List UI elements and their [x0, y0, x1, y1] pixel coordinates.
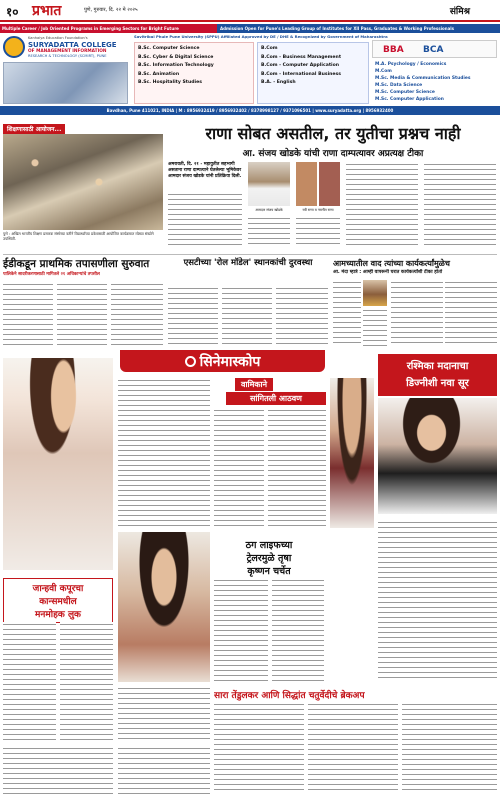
janhvi-text [3, 746, 113, 794]
course-item: B.Sc. Cyber & Digital Science [138, 54, 214, 60]
rashmika-title: रश्मिका मदानाचा [406, 361, 469, 372]
trisha-sub2: कृष्णन चर्चेत [247, 566, 291, 577]
cinema-banner-title: सिनेमास्कोप [199, 353, 261, 370]
trisha-text [214, 578, 268, 682]
rebels-text [445, 280, 497, 346]
st-text [276, 286, 328, 346]
lead-subhead: आ. संजय खोडके यांची राणा दाम्पत्यावर अप्रत्यक्ष टीका [242, 149, 424, 159]
college-logo [3, 36, 25, 58]
trisha-photo [118, 532, 210, 682]
lead-intro: अमरावती, दि. २१ - महायुतीत सहभागी असताना राणा दाम्पत्याने घेतलेल्या भूमिकेवर आमदार संजय खोडके यांनी प्रतिक्रिया दिली. [168, 162, 242, 179]
lead-text-col [346, 162, 418, 248]
trisha-title-box [214, 538, 324, 577]
course-list-b [257, 42, 369, 104]
st-text [222, 286, 272, 346]
course-item: B.Sc. Hospitality Studies [138, 80, 202, 85]
newspaper-logo: प्रभात [32, 3, 62, 19]
photo-caption: पुणे : अखिल भारतीय शिक्षण प्रसारक संस्थेच्या वतीने विद्यार्थ्यांच्या प्रवेशासाठी आयोजित कार्यक्रमात मोठ्या संख्येने उपस्थिती. [3, 232, 154, 241]
masthead [0, 0, 500, 22]
college-top: Kanhaiya Education Foundation's [28, 36, 88, 40]
course-item: B.A. - English [261, 80, 296, 85]
course-item: B.Sc. Computer Science [138, 46, 200, 51]
ad-strip [0, 24, 500, 33]
rebels-text [333, 280, 361, 346]
rashmika-text [378, 520, 497, 682]
bca-logo: BCA [423, 45, 444, 55]
trisha-text [272, 578, 324, 682]
siddhant-text [214, 702, 304, 794]
section-label: संमिश्र [449, 7, 470, 17]
siddhant-text [118, 746, 210, 794]
rebels-story [333, 258, 497, 348]
janhvi-title: जान्हवी कपूरचा [32, 584, 84, 594]
lead-story [168, 124, 498, 251]
ad-strip-left: Multiple Career / Job Oriented Programs in Emerging Sectors for Bright Future [0, 24, 217, 33]
rana-photo [296, 162, 340, 206]
course-item: M.Sc. Media & Communication Studies [375, 76, 471, 81]
edi-story [3, 258, 163, 348]
course-item: B.Com - International Business [261, 71, 341, 77]
siddhant-text [308, 702, 398, 794]
college-name: SURYADATTA COLLEGE [28, 41, 117, 49]
rebels-headline: आमच्यातील वाद त्यांच्या कार्यकर्त्यांमुळेच [333, 259, 450, 268]
course-item: B.Sc. Information Technology [138, 63, 214, 68]
ad-logos [372, 40, 497, 58]
divider [3, 254, 497, 255]
masthead-date: पुणे, गुरुवार, दि. २२ मे २०२५ [84, 7, 138, 13]
mhatre-photo [363, 280, 387, 306]
course-list-c [372, 60, 497, 104]
course-item: M.A. Psychology / Economics [375, 62, 447, 67]
ad-strip-right: Admission Open for Pune's Leading Group of Institutes for XII Pass, Graduates & Working Professionals [220, 26, 455, 31]
janhvi-text [3, 622, 56, 742]
edi-text [3, 282, 53, 346]
st-text [168, 286, 218, 346]
janhvi-text [60, 622, 113, 742]
cinema-section [0, 350, 500, 797]
rebels-text [391, 280, 443, 346]
wamika-label: वामिकाने [235, 378, 273, 391]
edi-text [57, 282, 107, 346]
janhvi-title-box [3, 578, 113, 623]
rashmika-title-box [378, 354, 497, 396]
siddhant-text [402, 702, 497, 794]
wamika-sub: सांगितली आठवण [226, 392, 326, 405]
wamika-text [214, 408, 264, 528]
course-item: B.Com - Computer Application [261, 63, 340, 68]
lead-text-col [296, 216, 340, 248]
st-story [168, 258, 328, 348]
janhvi-sub: कान्समधील [39, 597, 77, 607]
course-item: M.Com [375, 69, 392, 74]
rana-caption: रवी राणा व नवनीत राणा [302, 208, 334, 212]
lead-text-col [248, 216, 290, 248]
lead-headline: राणा सोबत असतील, तर युतीचा प्रश्नच नाही [205, 124, 461, 143]
college-sub: OF MANAGEMENT INFORMATION [28, 49, 107, 54]
photo-story [3, 124, 163, 251]
lead-text-col [168, 192, 242, 248]
rashmika-photo [378, 398, 497, 514]
janhvi-photo [3, 358, 113, 570]
ad-address: Bavdhan, Pune 411021, INDIA | M : 8956932419 / 8956932402 / 8378998127 / 9371096501 | www.suryadatta.org | 8956932400 [0, 106, 500, 115]
course-item: B.Sc. Animation [138, 71, 180, 77]
khodke-photo [248, 162, 290, 206]
lead-text-col [424, 162, 496, 248]
course-item: M.Sc. Data Science [375, 83, 423, 88]
wamika-text [268, 408, 326, 528]
ad-building-photo [3, 62, 128, 104]
crowd-photo [3, 134, 163, 230]
st-headline: एसटीच्या 'रोल मॉडेल' स्थानकांची दुरवस्था [183, 258, 313, 268]
siddhant-title: सारा तेंडुलकर आणि सिद्धांत चतुर्वेदीचे ब्रेकअप [214, 691, 365, 701]
trisha-title: ठग लाइफच्या [245, 540, 293, 551]
cinema-text [118, 686, 210, 742]
ad-banner [0, 24, 500, 116]
edi-subhead: पालिकेने सादरीकरणासाठी मागितले २१ अधिकाऱ्यांचे तपशील [3, 272, 100, 277]
photo-kicker: शिक्षणासाठी आयोजन... [3, 124, 65, 134]
cinema-text [118, 378, 210, 528]
film-reel-icon [185, 356, 196, 367]
janhvi-sub2: मनमोहक लुक [35, 610, 81, 620]
cinema-banner [120, 350, 325, 372]
edi-headline: ईडीकडून प्राथमिक तपासणीला सुरुवात [3, 258, 150, 270]
college-sub2: RESEARCH & TECHNOLOGY (SCMIRT), PUNE [28, 54, 107, 58]
course-item: M.Sc. Computer Application [375, 97, 444, 102]
rebels-subhead: आ. मंदा म्हात्रे : आम्ही वापरूनी घरात कार्यकर्त्यांशी टीका होतो [333, 270, 443, 275]
wamika-photo [330, 378, 374, 528]
bba-logo: BBA [383, 45, 404, 55]
course-item: M.Sc. Computer Science [375, 90, 435, 95]
course-item: B.Com [261, 46, 278, 51]
course-list-a [134, 42, 254, 104]
course-item: B.Com - Business Management [261, 54, 342, 60]
rashmika-sub: डिज्नीशी नवा सूर [406, 378, 469, 389]
rebels-text [363, 308, 387, 346]
khodke-caption: आमदार संजय खोडके [255, 208, 283, 212]
ad-univ-line: Savitribai Phule Pune University (SPPU) Affiliated Approved by DE / DHE & Recognized by Government of Maharashtra [134, 34, 388, 39]
page-number: १० [6, 5, 19, 19]
trisha-sub: ट्रेलरमुळे तृषा [246, 553, 292, 564]
edi-text [111, 282, 163, 346]
